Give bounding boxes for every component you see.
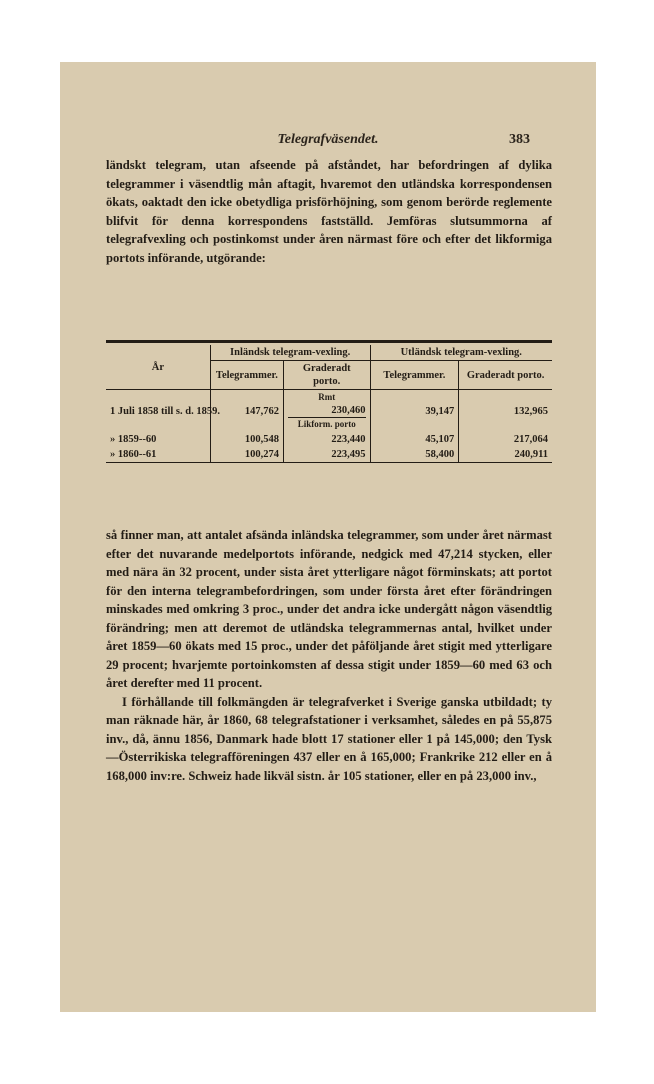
col-header-foreign-porto: Graderadt porto.	[459, 361, 552, 390]
statistics-table	[106, 340, 552, 463]
col-header-inland-porto: Graderadt porto.	[283, 361, 370, 390]
group-header-inland: Inländsk telegram-vexling.	[210, 345, 370, 361]
page-number: 383	[509, 132, 530, 147]
running-head: Telegrafväsendet.	[277, 132, 379, 147]
cell-foreign-porto: 240,911	[459, 447, 552, 463]
col-header-year: År	[106, 345, 210, 390]
cell-foreign-telegrammer: 45,107	[370, 432, 459, 447]
cell-inland-porto: 223,495	[283, 447, 370, 463]
paragraph-2: så finner man, att antalet afsända inländska telegrammer, som under året närmast efter det nuvarande medelportots införande, nedgick med 47,214 stycken, eller med nära än 32 procent, under sista året ytterligare något förminskats; att portot för den interna telegrambefordringen, som under första året efter förändringen minskades med omkring 3 proc., under det andra icke undergått någon väsendtlig förändring; men att deremot de utländska telegrammernas antal, hvilket under året 1859—60 ökats med 15 proc., under det påföljande året stigit med ytterligare 29 procent; hvarjemte portoinkomsten af dessa stigit under 1859—60 med 63 och året derefter med 11 procent.	[106, 528, 552, 690]
row-year: 1 Juli 1858 till s. d. 1859.	[106, 390, 210, 433]
cell-inland-porto: 223,440	[283, 432, 370, 447]
telegram-table	[106, 345, 552, 463]
cell-inland-telegrammer: 147,762	[210, 390, 283, 433]
cell-inland-porto-value: 230,460	[331, 405, 366, 416]
col-header-inland-telegrammer: Telegrammer.	[210, 361, 283, 390]
table-top-rule	[106, 340, 552, 343]
cell-inland-telegrammer: 100,548	[210, 432, 283, 447]
table-row	[106, 432, 552, 447]
col-header-foreign-telegrammer: Telegrammer.	[370, 361, 459, 390]
group-header-foreign: Utländsk telegram-vexling.	[370, 345, 552, 361]
row-year: » 1859--60	[106, 432, 210, 447]
paragraph-2-block	[106, 526, 552, 785]
cell-foreign-porto: 217,064	[513, 434, 548, 445]
paragraph-1-text: ländskt telegram, utan afseende på afståndet, har befordringen af dylika telegrammer i väsendtlig mån aftagit, hvaremot den utländska korrespondensen ökats, oaktadt den icke obetydliga prisförhöjning, som genom berörde reglemente blifvit för denna korrespondens fastställd. Jemföras slutsummorna af telegrafvexling och postinkomst under åren närmast före och efter det likformiga portots införande, utgörande:	[106, 158, 552, 265]
note-rmt: Rmt	[318, 392, 336, 402]
cell-foreign-porto: 132,965	[513, 405, 548, 417]
note-likform-porto: Likform. porto	[288, 417, 366, 431]
cell-inland-porto	[283, 390, 370, 433]
cell-foreign-telegrammer: 39,147	[370, 390, 459, 433]
cell-foreign-telegrammer: 58,400	[370, 447, 459, 463]
table-row	[106, 447, 552, 463]
paragraph-1	[106, 156, 552, 267]
cell-inland-telegrammer: 100,274	[210, 447, 283, 463]
page-header	[60, 132, 596, 152]
book-page	[60, 62, 596, 1012]
paragraph-3: I förhållande till folkmängden är telegrafverket i Sverige ganska utbildadt; ty man räknade här, år 1860, 68 telegrafstationer i verksamhet, således en på 55,875 inv., då, ännu 1856, Danmark hade blott 17 stationer eller 1 på 145,000; den Tysk—Österrikiska telegrafföreningen 437 eller en å 165,000; Frankrike 212 eller en å 168,000 inv:re. Schweiz hade likväl sistn. år 105 stationer, eller en på 23,000 inv.,	[106, 694, 552, 783]
table-row	[106, 390, 552, 433]
row-year: » 1860--61	[106, 447, 210, 463]
